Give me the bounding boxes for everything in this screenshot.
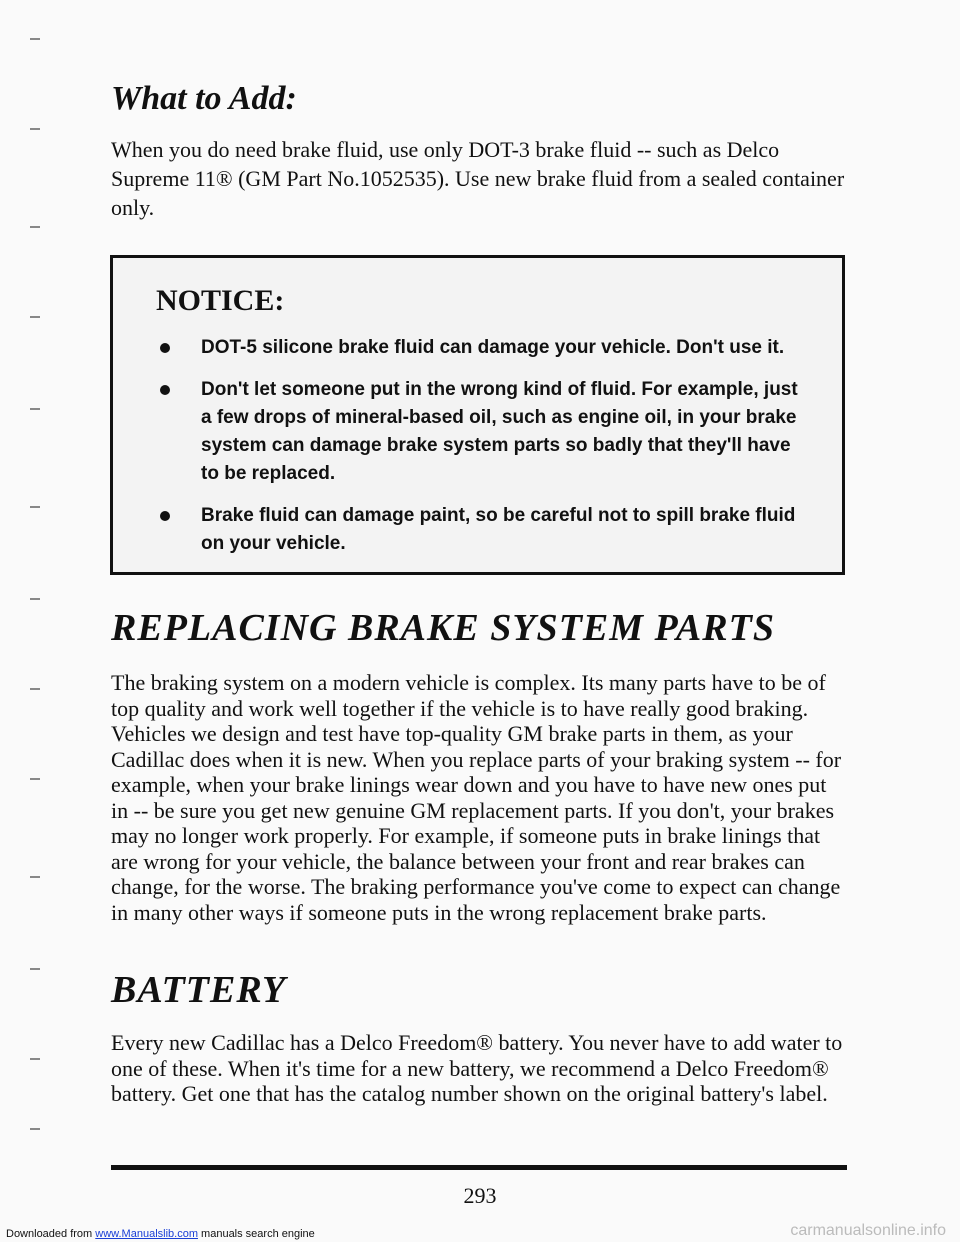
margin-mark	[30, 968, 40, 970]
margin-mark	[30, 506, 40, 508]
notice-item	[113, 376, 842, 488]
margin-mark	[30, 408, 40, 410]
margin-mark	[30, 1058, 40, 1060]
notice-item-text: Don't let someone put in the wrong kind of fluid. For example, just a few drops of mineral-based oil, such as engine oil, in your brake system can damage brake system parts so badly that they'll have to be replaced.	[201, 379, 798, 484]
margin-mark	[30, 778, 40, 780]
what-to-add-heading: What to Add:	[111, 80, 297, 117]
bullet-icon	[160, 511, 170, 521]
margin-mark	[30, 598, 40, 600]
replacing-parts-text: The braking system on a modern vehicle is complex. Its many parts have to be of top quality and work well together if the vehicle is to have really good braking. Vehicles we design and test have top-quality GM brake parts in them, as your Cadillac does when it is new. When you replace parts of your braking system -- for example, when your brake linings wear down and you have to have new ones put in -- be sure you get new genuine GM replacement parts. If you don't, your brakes may no longer work properly. For example, if someone puts in brake linings that are wrong for your vehicle, the balance between your front and rear brakes can change, for the worse. The braking performance you've come to expect can change in many other ways if someone puts in the wrong replacement brake parts.	[111, 670, 842, 925]
notice-list	[113, 334, 842, 572]
what-to-add-text: When you do need brake fluid, use only DOT-3 brake fluid -- such as Delco Supreme 11® (GM Part No.1052535). Use new brake fluid from a sealed container only.	[111, 137, 845, 220]
page-number: 293	[463, 1183, 497, 1208]
watermark: carmanualsonline.info	[790, 1222, 946, 1239]
margin-mark	[30, 688, 40, 690]
replacing-parts-heading: REPLACING BRAKE SYSTEM PARTS	[111, 607, 775, 649]
battery-heading: BATTERY	[111, 969, 287, 1011]
bullet-icon	[160, 343, 170, 353]
footer-suffix: manuals search engine	[201, 1228, 315, 1240]
margin-mark	[30, 1128, 40, 1130]
download-footer	[6, 1228, 315, 1240]
notice-item-text: Brake fluid can damage paint, so be careful not to spill brake fluid on your vehicle.	[201, 505, 796, 554]
notice-item-text: DOT-5 silicone brake fluid can damage your vehicle. Don't use it.	[201, 337, 785, 358]
margin-mark	[30, 876, 40, 878]
bullet-icon	[160, 385, 170, 395]
battery-text: Every new Cadillac has a Delco Freedom® battery. You never have to add water to one of these. When it's time for a new battery, we recommend a Delco Freedom® battery. Get one that has the catalog number shown on the original battery's label.	[111, 1030, 843, 1106]
margin-mark	[30, 226, 40, 228]
footer-rule	[111, 1165, 847, 1170]
margin-mark	[30, 128, 40, 130]
footer-prefix: Downloaded from	[6, 1228, 93, 1240]
margin-mark	[30, 316, 40, 318]
notice-item	[113, 502, 842, 558]
notice-title: NOTICE:	[156, 284, 285, 317]
notice-box	[110, 255, 845, 575]
notice-item	[113, 334, 842, 362]
manualslib-link[interactable]: www.Manualslib.com	[95, 1228, 198, 1240]
margin-mark	[30, 38, 40, 40]
